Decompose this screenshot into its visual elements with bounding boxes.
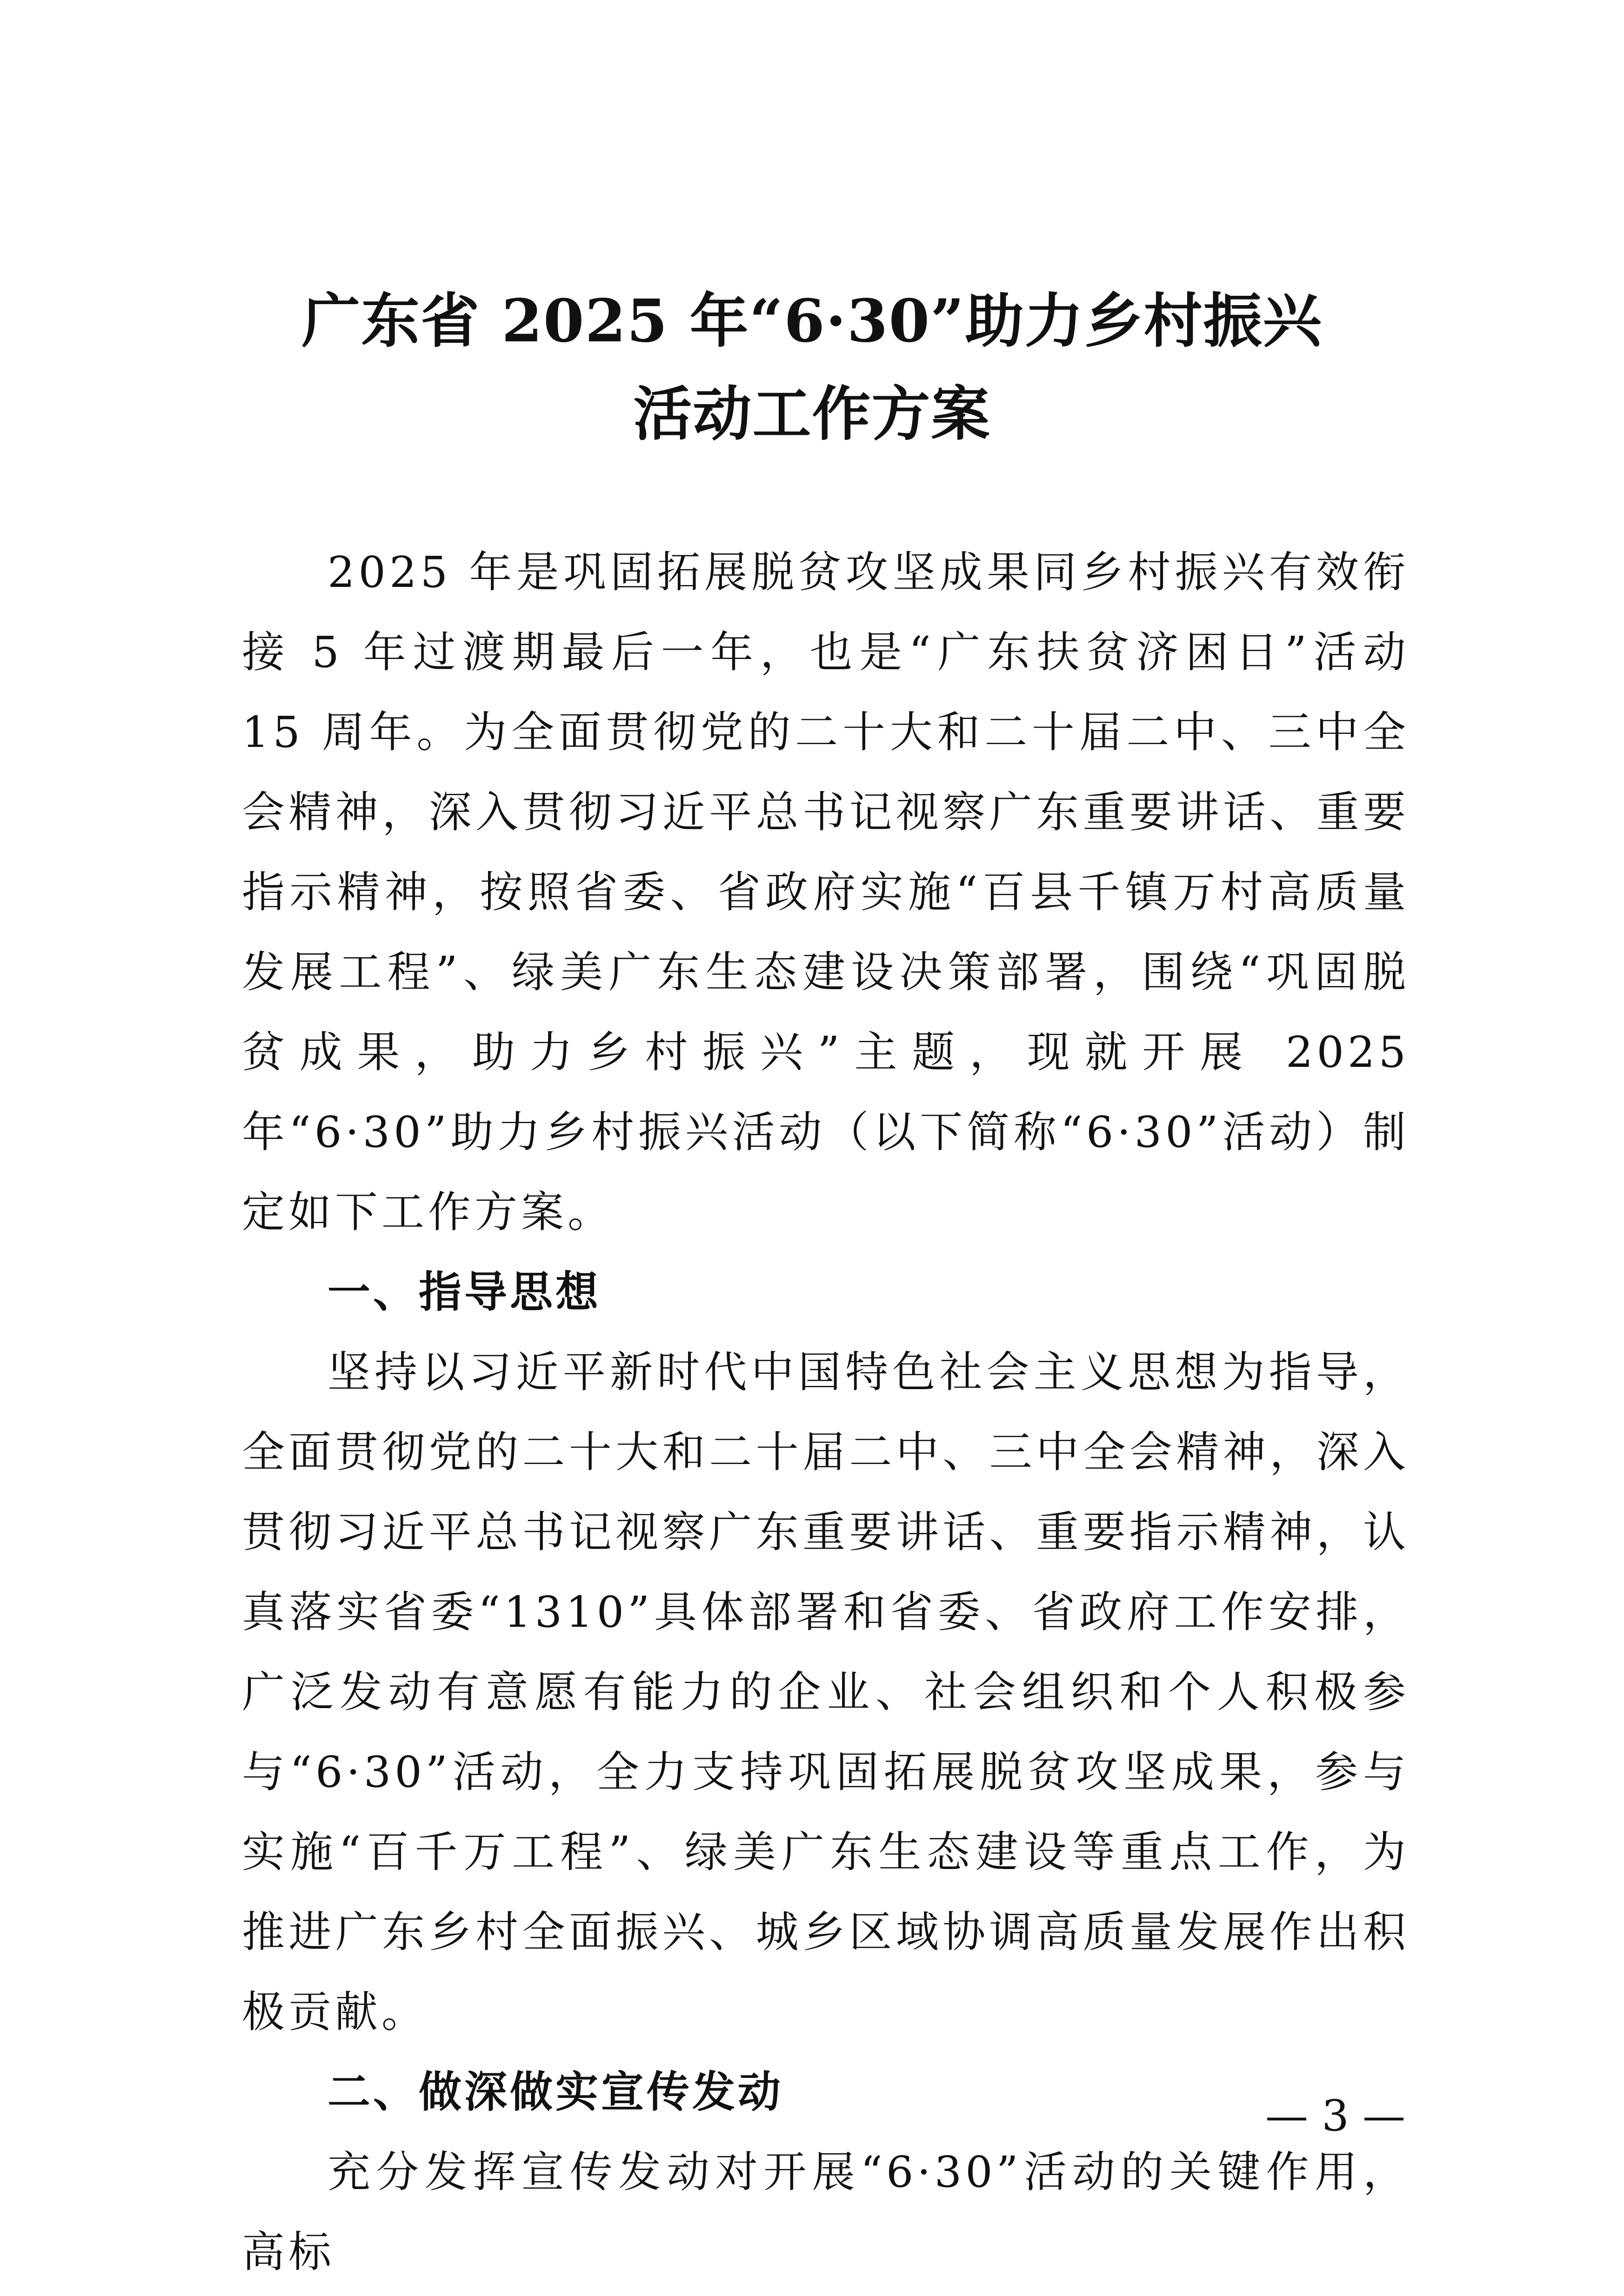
page-number: — 3 —	[1265, 2091, 1405, 2141]
section-heading-guiding-ideology: 一、指导思想	[327, 1267, 601, 1317]
title-line-1: 广东省 2025 年“6·30”助力乡村振兴	[301, 286, 1323, 355]
intro-paragraph: 2025 年是巩固拓展脱贫攻坚成果同乡村振兴有效衔接 5 年过渡期最后一年，也是“广东扶贫济困日”活动 15 周年。为全面贯彻党的二十大和二十届二中、三中全会精神，深入贯彻习近平总书记视察广东重要讲话、重要指示精神，按照省委、省政府实施“百县千镇万村高质量发展工程”、绿美广东生态建设决策部署，围绕“巩固脱贫成果，助力乡村振兴”主题，现就开展 2025 年“6·30”助力乡村振兴活动（以下简称“6·30”活动）制定如下工作方案。	[242, 547, 1410, 1237]
section-paragraph-guiding-ideology: 坚持以习近平新时代中国特色社会主义思想为指导，全面贯彻党的二十大和二十届二中、三中全会精神，深入贯彻习近平总书记视察广东重要讲话、重要指示精神，认真落实省委“1310”具体部署和省委、省政府工作安排，广泛发动有意愿有能力的企业、社会组织和个人积极参与“6·30”活动，全力支持巩固拓展脱贫攻坚成果，参与实施“百千万工程”、绿美广东生态建设等重点工作，为推进广东乡村全面振兴、城乡区域协调高质量发展作出积极贡献。	[242, 1347, 1410, 2037]
section-heading-publicity: 二、做深做实宣传发动	[327, 2067, 784, 2117]
document-body	[242, 532, 1410, 2292]
document-title	[0, 274, 1624, 460]
section-paragraph-publicity: 充分发挥宣传发动对开展“6·30”活动的关键作用，高标	[242, 2147, 1410, 2277]
title-line-2: 活动工作方案	[633, 379, 991, 448]
